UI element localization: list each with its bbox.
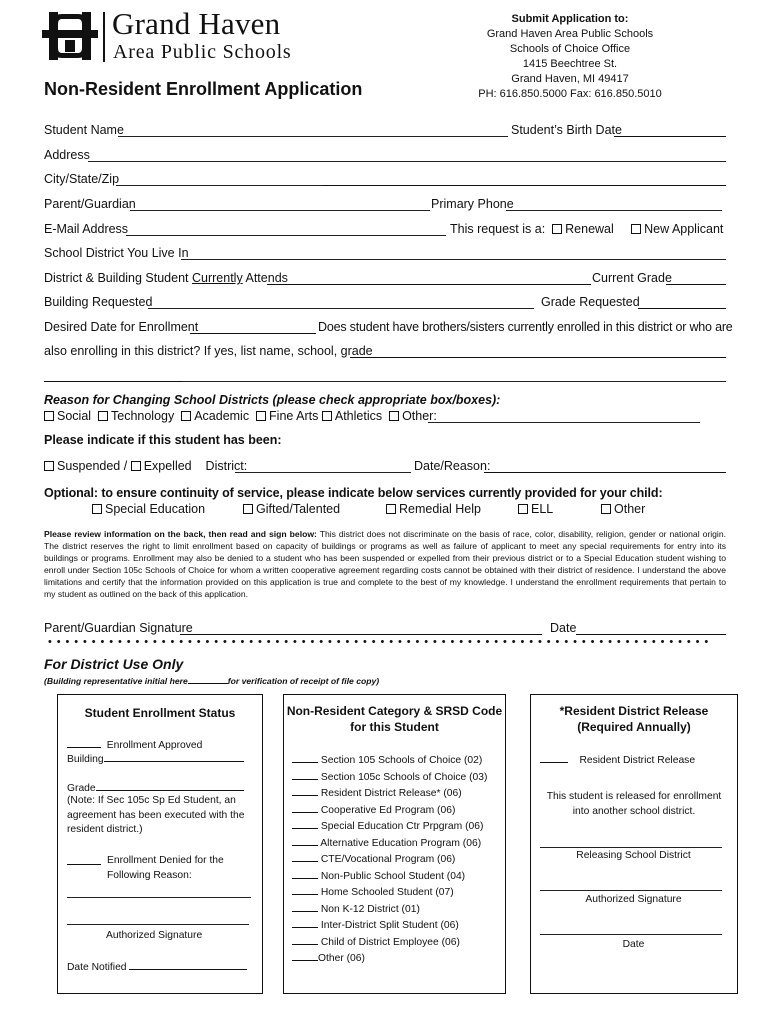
district-building-label-pre: District & Building Student: [44, 271, 192, 285]
category-item: [292, 835, 487, 852]
special-ed-label: Special Education: [105, 502, 206, 516]
gifted-label: Gifted/Talented: [256, 502, 341, 516]
services-heading: Optional: to ensure continuity of service, please indicate below services currently provided for your child:: [44, 486, 663, 500]
category-field[interactable]: [292, 917, 318, 928]
category-item: [292, 917, 487, 934]
category-label: Non-Public School Student (04): [320, 870, 466, 882]
category-label: Alternative Education Program (06): [320, 837, 482, 849]
parent-guardian-field[interactable]: [130, 210, 430, 211]
category-item: [292, 950, 487, 967]
service-gifted: [243, 501, 340, 517]
category-label: Child of District Employee (06): [320, 936, 460, 948]
city-state-zip-field-2[interactable]: [322, 185, 726, 186]
org-subtitle: Area Public Schools: [113, 41, 292, 63]
other-reason-label: Other:: [402, 409, 437, 423]
ell-checkbox[interactable]: [518, 504, 528, 514]
category-field[interactable]: [292, 884, 318, 895]
category-label: Special Education Ctr Prpgram (06): [320, 821, 484, 832]
parent-signature-label: Parent/Guardian Signature: [44, 621, 193, 635]
category-label: Home Schooled Student (07): [320, 887, 454, 898]
release-signature-label: Authorized Signature: [585, 894, 682, 905]
student-name-field[interactable]: [118, 136, 508, 137]
category-label: CTE/Vocational Program (06): [320, 854, 456, 865]
release-row: [540, 752, 695, 769]
release-label: Resident District Release: [579, 755, 696, 766]
other-service-checkbox[interactable]: [601, 504, 611, 514]
category-field[interactable]: [292, 802, 318, 813]
building-label: Building: [67, 754, 104, 765]
category-field[interactable]: [292, 934, 318, 945]
date-notified-field[interactable]: [129, 959, 247, 970]
service-other: [601, 501, 645, 517]
service-remedial: [386, 501, 481, 517]
category-field[interactable]: [292, 769, 318, 780]
suspension-district-field[interactable]: [235, 472, 411, 473]
status-heading: Please indicate if this student has been:: [44, 433, 282, 447]
category-label: Cooperative Ed Program (06): [320, 804, 456, 816]
district-use-subtext: [44, 673, 379, 686]
dotted-divider: ••••••••••••••••••••••••••••••••••••••••••••••••••••••••••••••••••••••••••••: [48, 636, 714, 648]
technology-checkbox[interactable]: [98, 411, 108, 421]
current-grade-field[interactable]: [666, 284, 726, 285]
city-state-zip-label: City/State/Zip: [44, 172, 120, 186]
siblings-field-2[interactable]: [44, 381, 182, 382]
technology-label: Technology: [111, 409, 175, 423]
review-paragraph: [44, 528, 726, 600]
page-title: Non-Resident Enrollment Application: [44, 79, 363, 99]
expelled-label: Expelled: [143, 459, 192, 473]
category-item: [292, 752, 487, 769]
gifted-checkbox[interactable]: [243, 504, 253, 514]
district-label: District:: [205, 459, 248, 473]
building-field[interactable]: [104, 751, 244, 762]
release-field[interactable]: [540, 752, 568, 763]
district-building-label-underlined: Currently: [192, 271, 243, 285]
release-date-field[interactable]: [540, 934, 722, 935]
primary-phone-field[interactable]: [506, 210, 722, 211]
releasing-district-field[interactable]: [540, 847, 722, 848]
academic-checkbox[interactable]: [181, 411, 191, 421]
desired-date-field[interactable]: [190, 333, 316, 334]
expelled-checkbox[interactable]: [131, 461, 141, 471]
renewal-label: Renewal: [565, 222, 614, 236]
category-label: Section 105 Schools of Choice (02): [320, 755, 483, 766]
review-body: This district does not discriminate on the basis of race, color, disability, religion, gender or national origin. The district reserves the right to limit enrollment based on capacity of buildings or programs as well as failure of applicant to meet any special requirements for entry into its buildings or programs. Enrollment may also be denied to a student who has been suspended or expelled from their previous district or to a Special Education student wishing to enroll under Section 105c Schools of Choice for whom a written cooperative agreement regarding costs cannot be obtained with their district of residence. I understand the above limitations and certify that the information provided on this application is true and complete to the best of my knowledge. I understand the enrollment requirements that pertain to my student as outlined on the back of this application.: [44, 529, 726, 599]
district-use-heading: For District Use Only: [44, 656, 184, 672]
social-label: Social: [57, 409, 92, 423]
category-code-box: [283, 694, 506, 994]
category-item: [292, 769, 487, 786]
primary-phone-label: Primary Phone: [431, 197, 514, 211]
email-field[interactable]: [126, 235, 446, 236]
siblings-question: Does student have brothers/sisters currently enrolled in this district or who are: [318, 320, 733, 334]
district-building-field[interactable]: [267, 284, 591, 285]
denied-blank: [67, 854, 101, 871]
district-live-in-field[interactable]: [181, 259, 726, 260]
release-signature-field[interactable]: [540, 890, 722, 891]
enrollment-status-box: [57, 694, 263, 994]
category-label: Other (06): [318, 953, 365, 964]
denied-reason-field[interactable]: [67, 897, 251, 898]
date-notified-label: Date Notified: [67, 962, 127, 973]
athletics-checkbox[interactable]: [322, 411, 332, 421]
suspended-checkbox[interactable]: [44, 461, 54, 471]
box-title: Student Enrollment Status: [84, 706, 236, 720]
category-item: [292, 785, 487, 802]
district-live-in-label: School District You Live In: [44, 246, 189, 260]
request-type-group: [450, 221, 723, 237]
category-field[interactable]: [292, 851, 318, 862]
category-list: [292, 752, 487, 967]
suspension-row: [44, 458, 247, 474]
submit-line: Schools of Choice Office: [509, 43, 631, 55]
new-applicant-label: New Applicant: [644, 222, 724, 236]
category-item: [292, 934, 487, 951]
parent-signature-field[interactable]: [180, 634, 542, 635]
reason-options: [44, 408, 437, 424]
other-service-label: Other: [614, 502, 646, 516]
released-text: This student is released for enrollment into another school district.: [546, 791, 722, 817]
box-title: Non-Resident Category & SRSD Code for this Student: [286, 704, 503, 734]
suspended-label: Suspended /: [57, 459, 128, 473]
grade-requested-label: Grade Requested: [541, 295, 640, 309]
service-ell: [518, 501, 553, 517]
category-field[interactable]: [292, 818, 318, 829]
category-field[interactable]: [292, 901, 318, 912]
email-label: E-Mail Address: [44, 222, 129, 236]
review-lead: Please review information on the back, then read and sign below:: [44, 529, 317, 539]
parent-guardian-label: Parent/Guardian: [44, 197, 136, 211]
approved-field[interactable]: [67, 737, 101, 748]
district-use-subtext-post: for verification of receipt of file copy): [227, 676, 380, 686]
building-row: [67, 751, 244, 768]
remedial-label: Remedial Help: [399, 502, 481, 516]
logo-divider: [103, 12, 105, 62]
category-label: Resident District Release* (06): [320, 788, 462, 799]
district-building-label: [44, 270, 288, 286]
student-name-label: Student Name: [44, 123, 124, 137]
signature-date-field[interactable]: [576, 634, 726, 635]
district-logo-icon: [40, 10, 100, 62]
reason-heading: Reason for Changing School Districts (please check appropriate box/boxes):: [44, 393, 501, 407]
renewal-checkbox[interactable]: [552, 224, 562, 234]
grade-label: Grade: [67, 783, 96, 794]
submit-address-block: [470, 12, 670, 102]
date-reason-label: Date/Reason:: [414, 459, 491, 473]
category-item: [292, 868, 487, 885]
fine-arts-label: Fine Arts: [269, 409, 319, 423]
building-requested-field[interactable]: [148, 308, 534, 309]
other-reason-field[interactable]: [428, 422, 700, 423]
sped-note: (Note: If Sec 105c Sp Ed Student, an agreement has been executed with the resident district.): [67, 795, 245, 835]
submit-line: PH: 616.850.5000 Fax: 616.850.5010: [478, 88, 662, 100]
address-field[interactable]: [88, 161, 726, 162]
category-label: Section 105c Schools of Choice (03): [320, 771, 488, 783]
category-item: [292, 901, 487, 918]
district-use-subtext-pre: (Building representative initial here: [44, 676, 188, 686]
athletics-label: Athletics: [334, 409, 383, 423]
approved-label: Enrollment Approved: [106, 740, 203, 751]
other-reason-checkbox[interactable]: [389, 411, 399, 421]
fine-arts-checkbox[interactable]: [256, 411, 266, 421]
submit-line: Grand Haven, MI 49417: [511, 73, 629, 85]
category-label: Inter-District Split Student (06): [320, 920, 459, 931]
current-grade-label: Current Grade: [592, 271, 672, 285]
district-release-box: [530, 694, 738, 994]
submit-heading: Submit Application to:: [511, 13, 629, 25]
category-field[interactable]: [292, 785, 318, 796]
initials-field[interactable]: [188, 673, 228, 684]
signature-date-label: Date: [550, 621, 577, 635]
release-date-label: Date: [622, 939, 645, 950]
social-checkbox[interactable]: [44, 411, 54, 421]
district-building-label-post: Attends: [242, 271, 288, 285]
submit-line: Grand Haven Area Public Schools: [486, 28, 654, 40]
siblings-question-2: also enrolling in this district? If yes, list name, school, grade: [44, 344, 373, 358]
service-special-ed: [92, 501, 205, 517]
submit-line: 1415 Beechtree St.: [522, 58, 618, 70]
birth-date-field[interactable]: [614, 136, 726, 137]
denied-field[interactable]: [67, 854, 101, 865]
category-item: [292, 802, 487, 819]
auth-signature-field[interactable]: [67, 924, 249, 925]
ell-label: ELL: [531, 502, 554, 516]
category-item: [292, 818, 487, 835]
category-item: [292, 884, 487, 901]
siblings-field[interactable]: [350, 357, 726, 358]
remedial-checkbox[interactable]: [386, 504, 396, 514]
special-ed-checkbox[interactable]: [92, 504, 102, 514]
category-label: Non K-12 District (01): [320, 903, 420, 915]
address-label: Address: [44, 148, 90, 162]
category-item: [292, 851, 487, 868]
auth-signature-label: Authorized Signature: [106, 930, 203, 941]
category-field[interactable]: [292, 752, 318, 763]
new-applicant-checkbox[interactable]: [631, 224, 641, 234]
box-title: *Resident District Release (Required Annually): [559, 704, 709, 734]
city-state-zip-field[interactable]: [116, 185, 322, 186]
siblings-field-3[interactable]: [182, 381, 726, 382]
academic-label: Academic: [194, 409, 250, 423]
request-type-label: This request is a:: [450, 222, 546, 236]
category-field[interactable]: [292, 868, 318, 879]
denied-label: Enrollment Denied for the Following Reason:: [107, 855, 224, 881]
releasing-district-label: Releasing School District: [576, 850, 691, 861]
date-notified-row: [67, 959, 247, 976]
desired-date-label: Desired Date for Enrollment: [44, 320, 199, 334]
birth-date-label: Student’s Birth Date: [511, 123, 622, 137]
grade-field[interactable]: [96, 780, 244, 791]
category-field[interactable]: [292, 950, 318, 961]
category-field[interactable]: [292, 835, 318, 846]
date-reason-field[interactable]: [484, 472, 726, 473]
grade-requested-field[interactable]: [638, 308, 726, 309]
org-name: Grand Haven: [112, 6, 281, 41]
building-requested-label: Building Requested: [44, 295, 153, 309]
